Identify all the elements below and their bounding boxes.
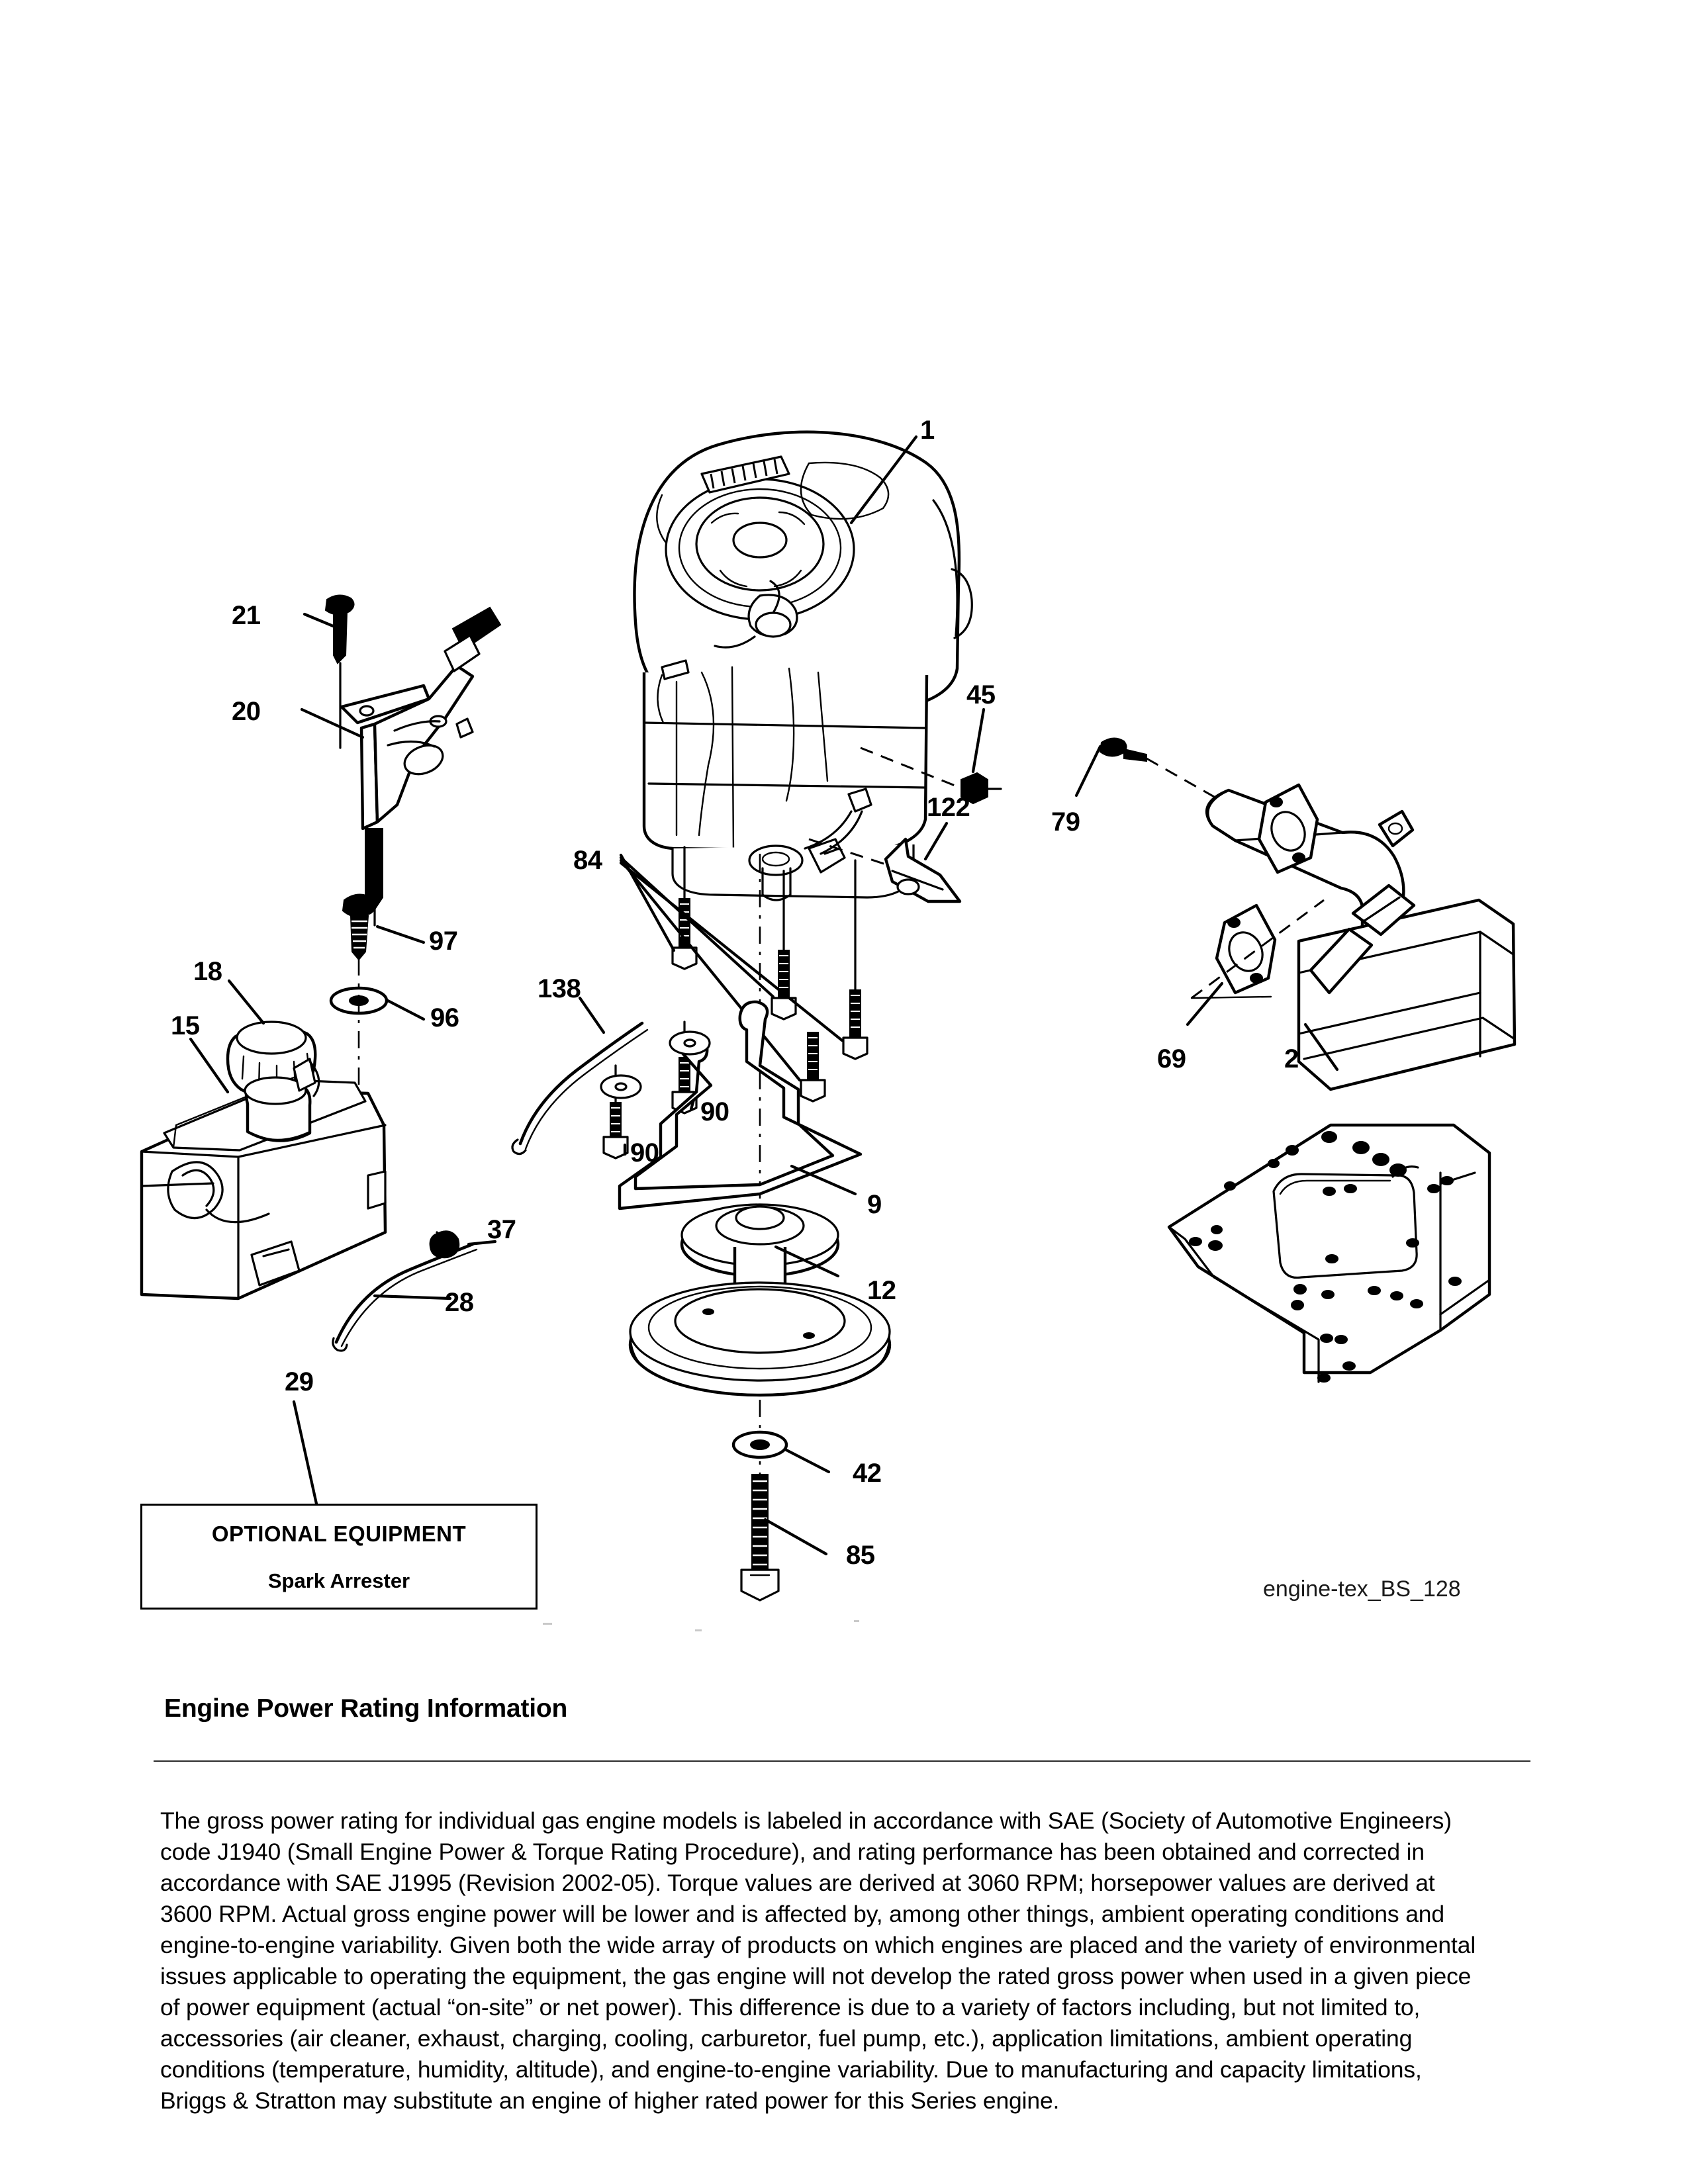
leader-28 — [375, 1296, 450, 1298]
leader-45 — [973, 709, 984, 772]
scan-artifact — [695, 1629, 702, 1631]
callout-spark-arrester: 29 — [285, 1367, 314, 1396]
washer-42-graphic — [733, 1432, 786, 1457]
scan-artifact — [543, 1623, 552, 1625]
callout-bolt: 90 — [630, 1138, 659, 1167]
leader-29 — [294, 1402, 316, 1504]
leader-138 — [580, 998, 604, 1032]
callout-bolt: 90 — [700, 1097, 729, 1126]
callout-nut: 45 — [966, 680, 996, 709]
callout-hose: 28 — [445, 1288, 474, 1317]
callout-screw: 21 — [232, 601, 261, 630]
leader-122 — [925, 823, 947, 859]
diagram-code-label: engine-tex_BS_128 — [1263, 1576, 1461, 1602]
engine-bracket-9-graphic — [601, 1002, 861, 1208]
leader-18 — [229, 981, 263, 1023]
scan-artifact — [854, 1620, 859, 1622]
callout-muffler: 2 — [1284, 1044, 1299, 1073]
callout-fuel-line: 138 — [538, 974, 581, 1003]
leader-21 — [305, 614, 336, 627]
throttle-control-graphic — [326, 595, 500, 925]
leader-69 — [1188, 983, 1222, 1024]
power-rating-body: The gross power rating for individual gas engine models is labeled in accordance with SAE (Society of Automotive Engineers) code J1940 (Small Engine Power & Torque Rating Procedure), and rating performance has been obtained and corrected in accordance with SAE J1995 (Revision 2002-05). Torque values are derived at 3060 RPM; horsepower values are derived at 3600 RPM. Actual gross engine power will be lower and is affected by, among other things, ambient operating conditions and engine-to-engine variability. Given both the wide array of products on which engines are placed and the variety of environmental issues applicable to operating the equipment, the gas engine will not develop the rated gross power when used in a given piece of power equipment (actual “on-site” or net power). This difference is due to a variety of factors including, but not limited to, accessories (air cleaner, exhaust, charging, cooling, carburetor, fuel pump, etc.), application limitations, ambient operating conditions (temperature, humidity, altitude), and engine-to-engine variability. Due to manufacturing and capacity limitations, Briggs & Stratton may substitute an engine of higher rated power for this Series engine. — [160, 1807, 1476, 2114]
callout-gasket: 69 — [1157, 1044, 1186, 1073]
leader-79 — [1076, 747, 1100, 796]
optional-equipment-box — [140, 1504, 538, 1610]
callout-engine-bracket: 9 — [867, 1190, 882, 1219]
leader-15 — [191, 1039, 228, 1092]
optional-equipment-title: OPTIONAL EQUIPMENT — [211, 1522, 467, 1546]
callout-washer: 96 — [430, 1003, 459, 1032]
callout-washer: 42 — [853, 1459, 882, 1488]
callout-throttle-control-bracket: 20 — [232, 697, 261, 726]
clamp-37-graphic — [430, 1231, 459, 1257]
muffler-graphic — [1192, 785, 1515, 1089]
power-rating-divider — [154, 1760, 1530, 1762]
callout-fuel-cap: 18 — [193, 957, 222, 986]
callout-pulley: 12 — [867, 1276, 896, 1305]
engine-assembly-graphic — [635, 432, 972, 900]
callout-clip-bracket: 122 — [927, 793, 970, 822]
callout-fuel-tank: 15 — [171, 1011, 200, 1040]
mounting-plate-graphic — [1169, 1125, 1489, 1382]
leader-85 — [765, 1520, 826, 1554]
callout-screw: 79 — [1051, 807, 1080, 837]
long-bolt-85-graphic — [741, 1475, 778, 1600]
callout-engine-assembly: 1 — [920, 416, 935, 445]
callout-long-bolt: 85 — [846, 1541, 875, 1570]
callout-bolt-set: 84 — [573, 846, 602, 875]
callout-screw: 97 — [429, 927, 458, 956]
leader-42 — [785, 1449, 829, 1472]
callout-clamp: 37 — [487, 1215, 516, 1244]
fuel-tank-graphic — [142, 1059, 385, 1298]
optional-equipment-subtitle: Spark Arrester — [267, 1569, 410, 1592]
power-rating-heading: Engine Power Rating Information — [164, 1694, 568, 1723]
leader-96 — [388, 1001, 424, 1019]
pulley-12-graphic — [630, 1205, 890, 1395]
leader-97 — [377, 927, 424, 942]
